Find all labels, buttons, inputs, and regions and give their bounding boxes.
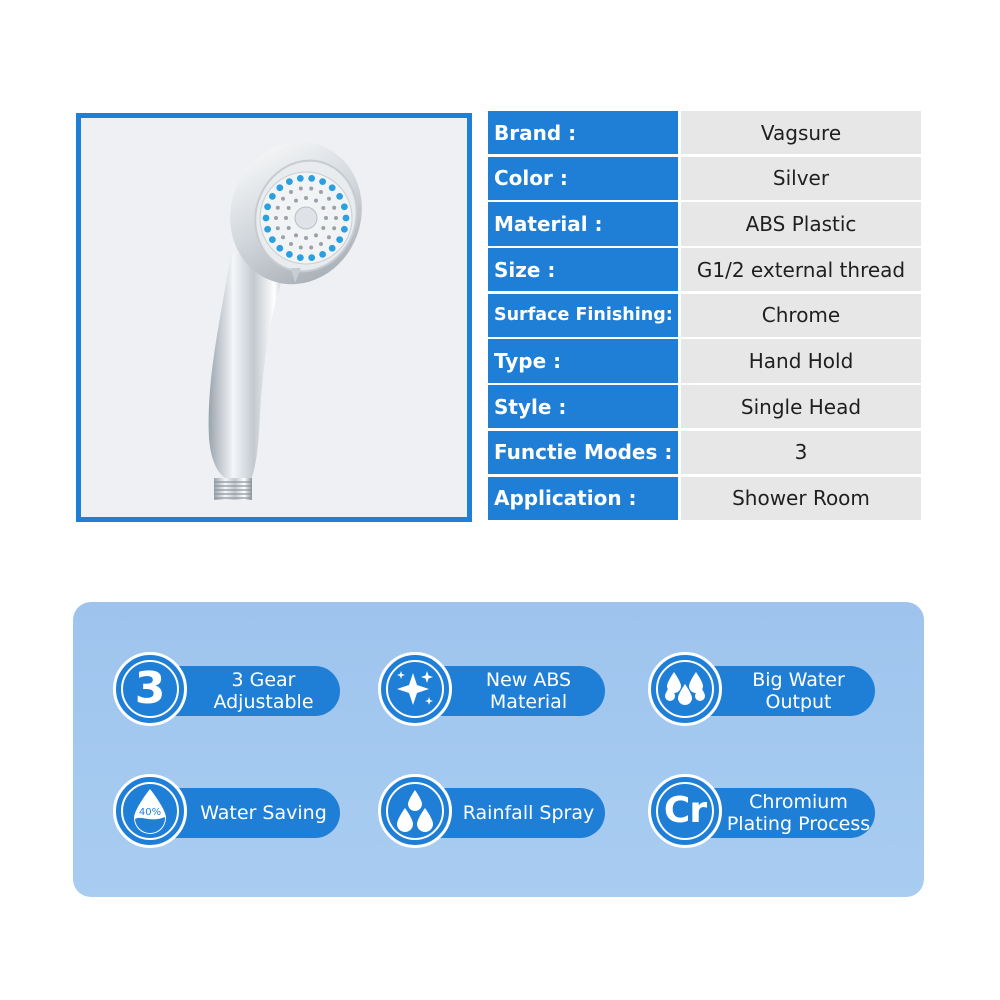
feature-water-saving bbox=[113, 774, 343, 852]
water-drops-icon bbox=[648, 652, 722, 726]
chromium-icon: Cr bbox=[648, 774, 722, 848]
spec-label: Brand : bbox=[488, 111, 678, 154]
feature-big-water-output bbox=[648, 652, 878, 730]
spec-label: Material : bbox=[488, 202, 678, 245]
feature-label: Big Water Output bbox=[688, 666, 875, 716]
feature-abs-material bbox=[378, 652, 608, 730]
shower-head-image bbox=[81, 118, 467, 517]
spec-value: ABS Plastic bbox=[681, 202, 921, 245]
spec-row bbox=[488, 294, 921, 337]
rain-drops-icon bbox=[378, 774, 452, 848]
spec-label: Surface Finishing: bbox=[488, 294, 678, 337]
spec-value: 3 bbox=[681, 431, 921, 474]
spec-label: Type : bbox=[488, 339, 678, 382]
number-3-icon: 3 bbox=[113, 652, 187, 726]
feature-label: Rainfall Spray bbox=[418, 788, 605, 838]
water-saving-percent: 40% bbox=[138, 807, 162, 818]
spec-label: Style : bbox=[488, 385, 678, 428]
feature-label: Water Saving bbox=[153, 788, 340, 838]
product-photo bbox=[76, 113, 472, 522]
spec-value: Chrome bbox=[681, 294, 921, 337]
spec-label: Application : bbox=[488, 477, 678, 520]
feature-label: 3 Gear Adjustable bbox=[153, 666, 340, 716]
spec-value: Shower Room bbox=[681, 477, 921, 520]
spec-row bbox=[488, 248, 921, 291]
spec-value: Hand Hold bbox=[681, 339, 921, 382]
spec-row bbox=[488, 339, 921, 382]
spec-label: Size : bbox=[488, 248, 678, 291]
feature-rainfall-spray bbox=[378, 774, 608, 852]
spec-row bbox=[488, 111, 921, 154]
water-saving-icon bbox=[113, 774, 187, 848]
sparkles-icon bbox=[378, 652, 452, 726]
spec-table bbox=[488, 111, 921, 522]
spec-value: Vagsure bbox=[681, 111, 921, 154]
feature-label: Chromium Plating Process bbox=[688, 788, 875, 838]
spec-value: G1/2 external thread bbox=[681, 248, 921, 291]
feature-label: New ABS Material bbox=[418, 666, 605, 716]
features-panel bbox=[73, 602, 924, 897]
feature-chromium-plating bbox=[648, 774, 878, 852]
feature-3-gear bbox=[113, 652, 343, 730]
spec-row bbox=[488, 385, 921, 428]
spec-row bbox=[488, 477, 921, 520]
spec-label: Functie Modes : bbox=[488, 431, 678, 474]
spec-value: Single Head bbox=[681, 385, 921, 428]
spec-row bbox=[488, 202, 921, 245]
spec-value: Silver bbox=[681, 157, 921, 200]
spec-row bbox=[488, 431, 921, 474]
spec-row bbox=[488, 157, 921, 200]
spec-label: Color : bbox=[488, 157, 678, 200]
